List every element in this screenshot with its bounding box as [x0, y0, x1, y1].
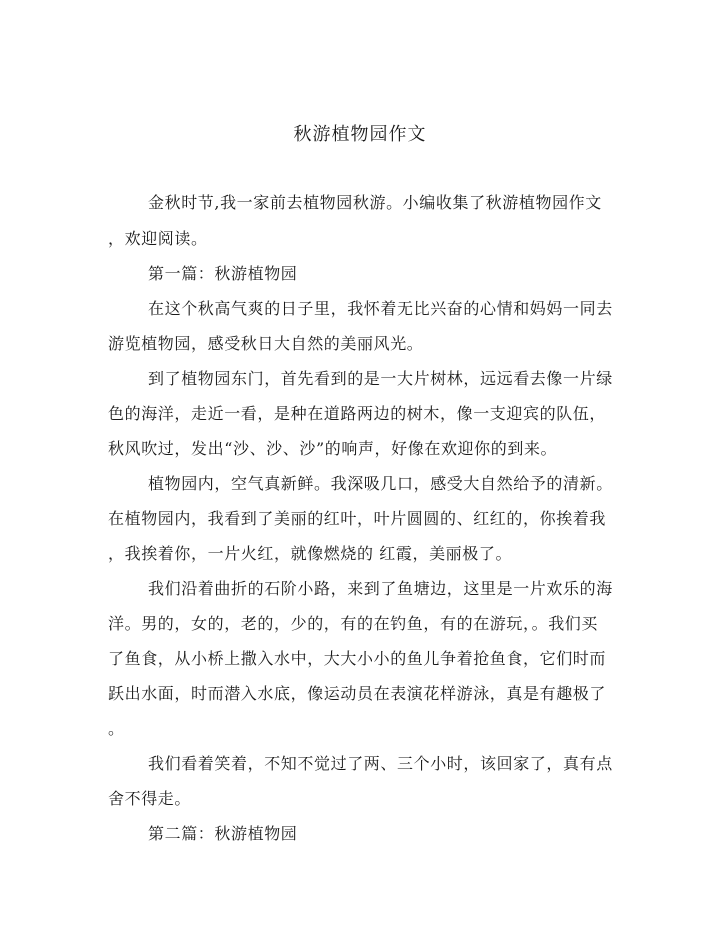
text-line: 在这个秋高气爽的日子里，我怀着无比兴奋的心情和妈妈一同去	[148, 299, 613, 318]
text-line: 秋风吹过，发出“沙、沙、沙”的响声，好像在欢迎你的到来。	[108, 439, 558, 458]
text-line: 了鱼食，从小桥上撒入水中，大大小小的鱼儿争着抢鱼食，它们时而	[108, 649, 607, 668]
text-line: 在植物园内，我看到了美丽的红叶，叶片圆圆的、红红的，你挨着我	[108, 509, 607, 528]
text-line: 色的海洋，走近一看，是种在道路两边的树木，像一支迎宾的队伍，	[108, 404, 607, 423]
text-line: 洋。男的，女的，老的，少的，有的在钓鱼，有的在游玩，。我们买	[108, 614, 599, 633]
text-line: 植物园内，空气真新鲜。我深吸几口，感受大自然给予的清新。	[148, 474, 613, 493]
text-line: 。	[108, 719, 125, 738]
text-line: 游览植物园，感受秋日大自然的美丽风光。	[108, 334, 424, 353]
text-line: 我们沿着曲折的石阶小路，来到了鱼塘边，这里是一片欢乐的海	[148, 579, 613, 598]
text-line: 金秋时节,我一家前去植物园秋游。小编收集了秋游植物园作文	[148, 193, 602, 212]
document-title: 秋游植物园作文	[293, 124, 427, 145]
text-line: 跃出水面，时而潜入水底，像运动员在表演花样游泳，真是有趣极了	[108, 684, 607, 703]
text-line: 舍不得走。	[108, 789, 192, 808]
text-line: 到了植物园东门，首先看到的是一大片树林，远远看去像一片绿	[148, 369, 613, 388]
text-line: 我们看着笑着，不知不觉过了两、三个小时，该回家了，真有点	[148, 754, 613, 773]
section-heading: 第一篇：秋游植物园	[148, 264, 298, 283]
text-line: ，我挨着你，一片火红，就像燃烧的 红霞，美丽极了。	[108, 544, 513, 563]
section-heading: 第二篇：秋游植物园	[148, 824, 298, 843]
text-line: ，欢迎阅读。	[108, 229, 208, 248]
